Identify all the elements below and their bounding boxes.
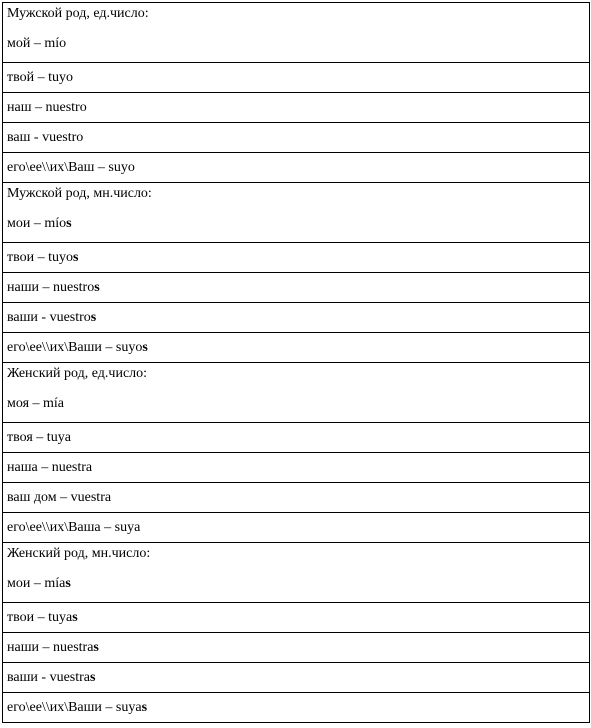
plural-suffix: s	[90, 670, 96, 685]
table-row	[3, 243, 590, 273]
pronoun-base: твой – tuyo	[7, 70, 74, 85]
table-row	[3, 633, 590, 663]
table-row	[3, 123, 590, 153]
table-row	[3, 423, 590, 453]
pronoun-base: его\ее\\их\Ваши – suyo	[7, 340, 143, 355]
pronoun-entry	[3, 663, 590, 693]
pronoun-base: его\ее\\их\Ваш – suyo	[7, 160, 135, 175]
pronoun-entry	[3, 123, 590, 153]
section-header-row	[3, 183, 590, 243]
pronoun-base: мой – mío	[7, 36, 67, 51]
plural-suffix: s	[141, 700, 148, 715]
pronoun-entry	[3, 693, 590, 723]
pronoun-base: наша – nuestra	[7, 460, 93, 475]
pronoun-base: ваш - vuestro	[7, 130, 84, 145]
plural-suffix: s	[142, 340, 148, 355]
pronoun-entry	[7, 214, 589, 233]
section-title: Женский род, мн.число:	[7, 546, 151, 561]
pronoun-entry	[3, 333, 590, 363]
plural-suffix: s	[72, 610, 78, 625]
table-row	[3, 693, 590, 723]
section-header-cell	[3, 543, 590, 603]
section-header-cell	[3, 3, 590, 63]
pronoun-base: наши – nuestro	[7, 280, 95, 295]
pronoun-entry	[3, 303, 590, 333]
pronoun-base: мои – mía	[7, 576, 66, 591]
pronoun-base: ваш дом – vuestra	[7, 490, 112, 505]
pronoun-entry	[3, 633, 590, 663]
pronoun-base: твоя – tuya	[7, 430, 71, 445]
pronoun-entry	[3, 513, 590, 543]
pronoun-base: наш – nuestro	[7, 100, 87, 115]
pronoun-base: ваши - vuestra	[7, 670, 91, 685]
pronoun-base: мои – mío	[7, 216, 67, 231]
plural-suffix: s	[90, 310, 97, 325]
pronoun-entry	[3, 483, 590, 513]
pronoun-base: ваши - vuestro	[7, 310, 91, 325]
table-row	[3, 513, 590, 543]
section-title: Мужской род, мн.число:	[7, 186, 152, 201]
table-row	[3, 63, 590, 93]
section-header-row	[3, 543, 590, 603]
pronoun-base: его\ее\\их\Ваши – suya	[7, 700, 142, 715]
pronoun-entry	[3, 153, 590, 183]
table-row	[3, 153, 590, 183]
pronoun-base: твои – tuya	[7, 610, 73, 625]
pronoun-entry	[7, 574, 589, 593]
table-row	[3, 333, 590, 363]
pronoun-entry	[7, 34, 589, 53]
section-title: Женский род, ед.число:	[7, 366, 148, 381]
plural-suffix: s	[66, 216, 72, 231]
possessive-pronouns-table	[2, 2, 590, 723]
section-title: Мужской род, ед.число:	[7, 6, 149, 21]
pronoun-entry	[7, 394, 589, 413]
table-row	[3, 273, 590, 303]
section-header-cell	[3, 183, 590, 243]
section-header-row	[3, 363, 590, 423]
section-header-cell	[3, 363, 590, 423]
section-header-row	[3, 3, 590, 63]
pronoun-base: наши – nuestra	[7, 640, 94, 655]
pronoun-entry	[3, 243, 590, 273]
plural-suffix: s	[93, 640, 99, 655]
pronoun-entry	[3, 603, 590, 633]
table-row	[3, 303, 590, 333]
plural-suffix: s	[94, 280, 100, 295]
pronoun-entry	[3, 63, 590, 93]
pronoun-base: моя – mía	[7, 396, 65, 411]
pronoun-entry	[3, 273, 590, 303]
plural-suffix: s	[65, 576, 71, 591]
plural-suffix: s	[73, 250, 79, 265]
table-row	[3, 663, 590, 693]
pronoun-entry	[3, 453, 590, 483]
pronoun-entry	[3, 423, 590, 453]
table-row	[3, 93, 590, 123]
table-row	[3, 603, 590, 633]
pronoun-base: его\ее\\их\Ваша – suya	[7, 520, 141, 535]
pronoun-base: твои – tuyo	[7, 250, 74, 265]
table-row	[3, 453, 590, 483]
pronoun-entry	[3, 93, 590, 123]
table-row	[3, 483, 590, 513]
